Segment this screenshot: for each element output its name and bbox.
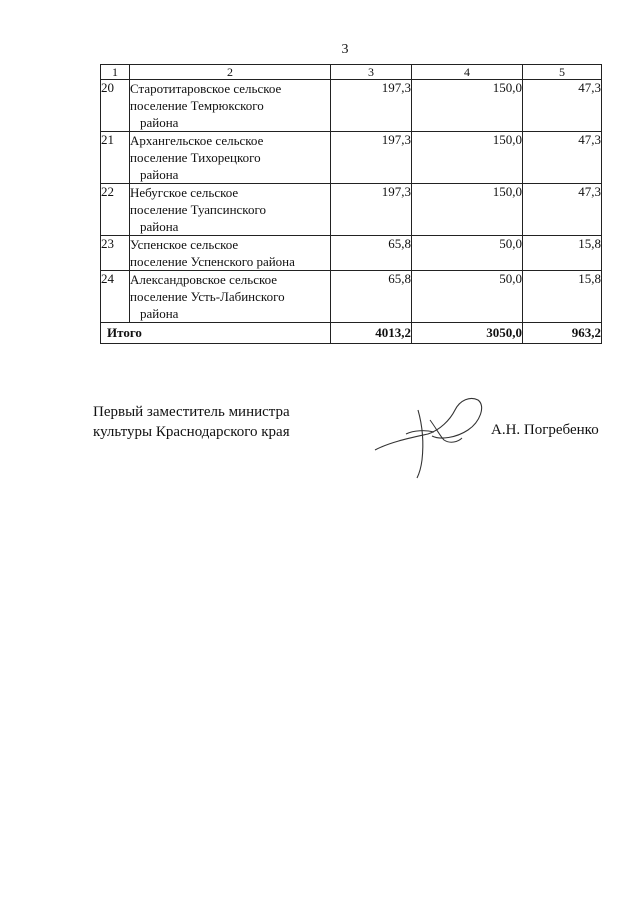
row-col5: 15,8	[523, 271, 602, 323]
row-name-line: Успенское сельское	[130, 237, 239, 252]
row-name-line: района	[140, 219, 179, 234]
header-col-3: 3	[331, 65, 412, 80]
total-col3: 4013,2	[331, 323, 412, 344]
row-name-line: поселение Темрюкского	[130, 98, 264, 113]
row-name-line: поселение Тихорецкого	[130, 150, 261, 165]
row-col5: 47,3	[523, 80, 602, 132]
row-col3: 197,3	[331, 184, 412, 236]
page-number: 3	[341, 42, 349, 57]
row-name-line: Александровское сельское	[130, 272, 278, 287]
row-col5: 15,8	[523, 236, 602, 271]
row-col4: 50,0	[412, 236, 523, 271]
row-name	[130, 184, 331, 236]
signer-name: А.Н. Погребенко	[491, 422, 599, 438]
row-col4: 150,0	[412, 184, 523, 236]
handwritten-signature	[370, 390, 490, 480]
row-name-line: Архангельское сельское	[130, 133, 264, 148]
table-row	[101, 271, 602, 323]
row-name	[130, 132, 331, 184]
signer-title-line-1: Первый заместитель министра	[93, 404, 290, 420]
row-name-line: района	[140, 306, 179, 321]
row-col3: 65,8	[331, 271, 412, 323]
row-col4: 150,0	[412, 132, 523, 184]
row-name-line: района	[140, 167, 179, 182]
total-col4: 3050,0	[412, 323, 523, 344]
budget-table	[100, 64, 602, 344]
table-row	[101, 184, 602, 236]
row-name-line: поселение Усть-Лабинского	[130, 289, 285, 304]
header-col-2: 2	[130, 65, 331, 80]
row-col4: 50,0	[412, 271, 523, 323]
row-col5: 47,3	[523, 132, 602, 184]
row-index: 23	[101, 236, 130, 271]
row-col5: 47,3	[523, 184, 602, 236]
total-label: Итого	[101, 323, 331, 344]
row-name-line: поселение Туапсинского	[130, 202, 266, 217]
row-col3: 65,8	[331, 236, 412, 271]
row-index: 20	[101, 80, 130, 132]
row-index: 24	[101, 271, 130, 323]
table-row	[101, 80, 602, 132]
row-name-line: поселение Успенского района	[130, 254, 295, 269]
total-col5: 963,2	[523, 323, 602, 344]
signer-title	[93, 402, 290, 442]
header-col-4: 4	[412, 65, 523, 80]
row-name	[130, 271, 331, 323]
table-row	[101, 236, 602, 271]
table-header-row	[101, 65, 602, 80]
row-index: 22	[101, 184, 130, 236]
header-col-1: 1	[101, 65, 130, 80]
row-name	[130, 236, 331, 271]
row-col4: 150,0	[412, 80, 523, 132]
row-name-line: Старотитаровское сельское	[130, 81, 282, 96]
row-name	[130, 80, 331, 132]
row-col3: 197,3	[331, 132, 412, 184]
signer-title-line-2: культуры Краснодарского края	[93, 424, 290, 440]
row-col3: 197,3	[331, 80, 412, 132]
row-index: 21	[101, 132, 130, 184]
row-name-line: района	[140, 115, 179, 130]
table-row	[101, 132, 602, 184]
header-col-5: 5	[523, 65, 602, 80]
total-row	[101, 323, 602, 344]
row-name-line: Небугское сельское	[130, 185, 239, 200]
